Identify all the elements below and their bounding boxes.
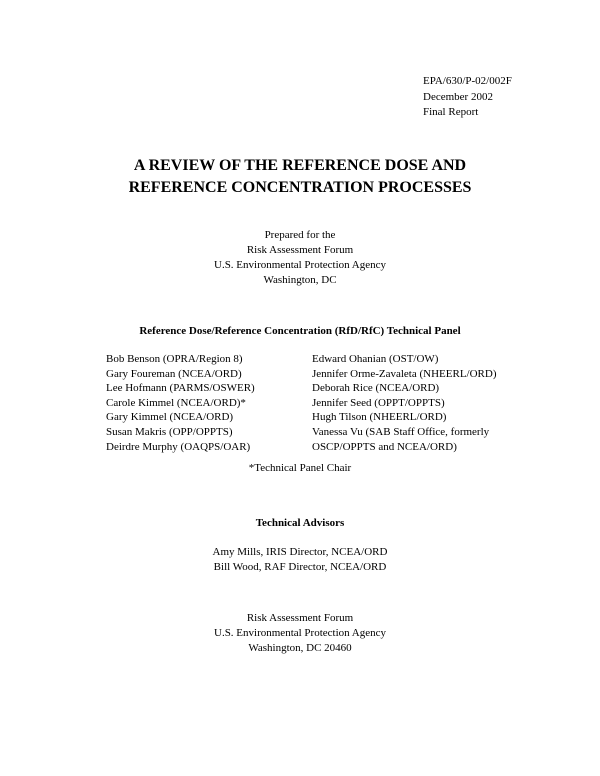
panel-member: Bob Benson (OPRA/Region 8) bbox=[106, 353, 243, 365]
panel-members-left bbox=[106, 352, 255, 454]
forum-address-block bbox=[0, 611, 600, 656]
document-date: December 2002 bbox=[423, 90, 493, 103]
panel-member: Deborah Rice (NCEA/ORD) bbox=[312, 382, 440, 395]
prepared-for-line: Risk Assessment Forum bbox=[246, 244, 354, 256]
panel-member: Susan Makris (OPP/OPPTS) bbox=[106, 425, 233, 438]
panel-member: Gary Kimmel (NCEA/ORD) bbox=[106, 411, 234, 424]
panel-member: OSCP/OPPTS and NCEA/ORD) bbox=[312, 440, 457, 453]
forum-line: Washington, DC 20460 bbox=[248, 642, 352, 654]
document-status: Final Report bbox=[423, 106, 479, 118]
panel-member: Jennifer Orme-Zavaleta (NHEERL/ORD) bbox=[312, 367, 497, 380]
panel-heading: Reference Dose/Reference Concentration (RfD/RfC) Technical Panel bbox=[139, 325, 461, 337]
prepared-for-line: Washington, DC bbox=[263, 274, 337, 286]
panel-member: Jennifer Seed (OPPT/OPPTS) bbox=[312, 396, 445, 409]
chair-footnote: *Technical Panel Chair bbox=[248, 462, 352, 474]
document-id-block bbox=[423, 74, 512, 121]
title-line-1: A REVIEW OF THE REFERENCE DOSE AND bbox=[133, 157, 467, 174]
title-line-2: REFERENCE CONCENTRATION PROCESSES bbox=[128, 179, 472, 196]
panel-members-right bbox=[312, 352, 497, 454]
prepared-for-line: U.S. Environmental Protection Agency bbox=[214, 259, 386, 271]
prepared-for-block bbox=[0, 228, 600, 288]
prepared-for-line: Prepared for the bbox=[264, 229, 336, 241]
document-number: EPA/630/P-02/002F bbox=[423, 75, 512, 87]
panel-member: Lee Hofmann (PARMS/OSWER) bbox=[106, 382, 255, 395]
panel-member: Edward Ohanian (OST/OW) bbox=[312, 353, 439, 365]
advisor: Amy Mills, IRIS Director, NCEA/ORD bbox=[212, 546, 388, 558]
advisors-list bbox=[0, 545, 600, 575]
document-title bbox=[0, 155, 600, 199]
advisor: Bill Wood, RAF Director, NCEA/ORD bbox=[213, 561, 387, 573]
panel-member: Carole Kimmel (NCEA/ORD)* bbox=[106, 396, 246, 409]
forum-line: Risk Assessment Forum bbox=[246, 612, 354, 624]
advisors-heading: Technical Advisors bbox=[255, 517, 345, 529]
forum-line: U.S. Environmental Protection Agency bbox=[214, 627, 386, 639]
panel-member: Gary Foureman (NCEA/ORD) bbox=[106, 367, 242, 380]
panel-member: Deirdre Murphy (OAQPS/OAR) bbox=[106, 440, 251, 453]
panel-member: Vanessa Vu (SAB Staff Office, formerly bbox=[312, 425, 490, 438]
panel-member: Hugh Tilson (NHEERL/ORD) bbox=[312, 411, 447, 424]
